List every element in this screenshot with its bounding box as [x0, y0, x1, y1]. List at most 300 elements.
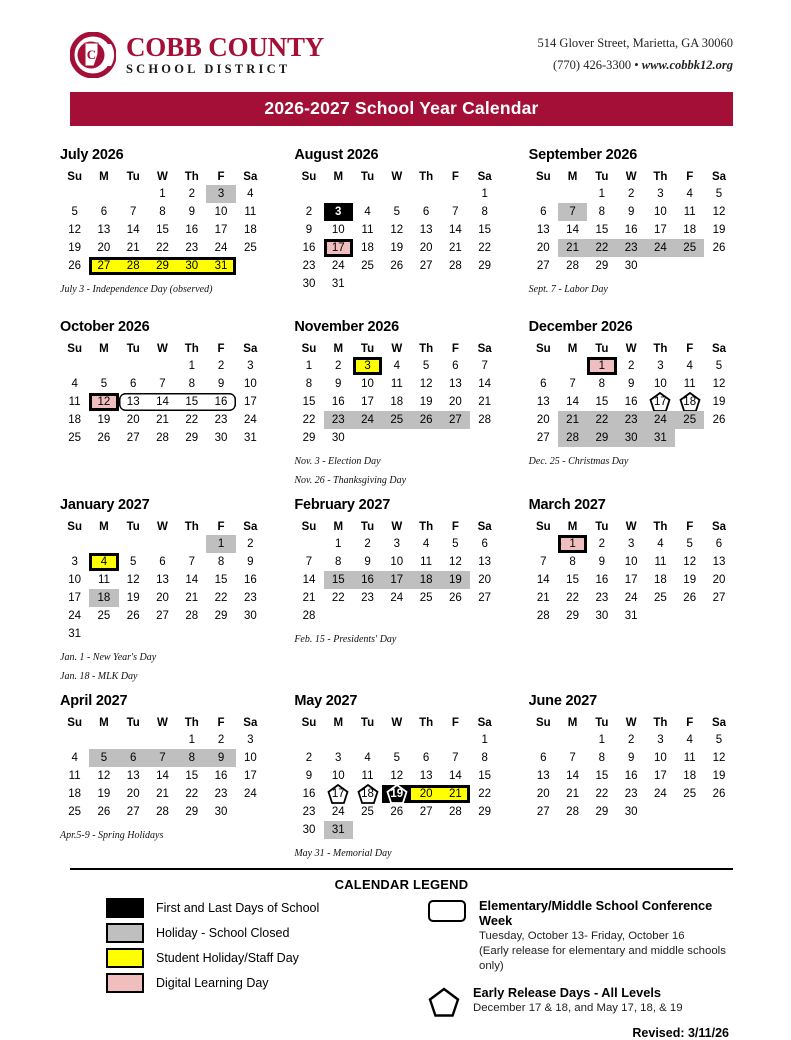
day-cell[interactable]	[587, 393, 616, 411]
day-cell[interactable]	[89, 553, 118, 571]
day-cell[interactable]	[60, 375, 89, 393]
day-cell[interactable]	[353, 411, 382, 429]
day-cell[interactable]	[324, 203, 353, 221]
day-cell[interactable]	[324, 239, 353, 257]
day-cell[interactable]	[60, 411, 89, 429]
day-cell[interactable]	[704, 589, 733, 607]
day-cell[interactable]	[646, 749, 675, 767]
day-cell[interactable]	[177, 767, 206, 785]
day-cell[interactable]	[529, 571, 558, 589]
day-cell[interactable]	[236, 767, 265, 785]
day-cell[interactable]	[617, 749, 646, 767]
day-cell[interactable]	[236, 221, 265, 239]
day-cell[interactable]	[617, 429, 646, 447]
day-cell[interactable]	[353, 553, 382, 571]
day-cell[interactable]	[470, 257, 499, 275]
day-cell[interactable]	[294, 749, 323, 767]
day-cell[interactable]	[382, 535, 411, 553]
day-cell[interactable]	[529, 429, 558, 447]
day-cell[interactable]	[704, 767, 733, 785]
day-cell[interactable]	[294, 221, 323, 239]
day-cell[interactable]	[382, 589, 411, 607]
day-cell[interactable]	[206, 589, 235, 607]
day-cell[interactable]	[60, 203, 89, 221]
day-cell[interactable]	[177, 749, 206, 767]
day-cell[interactable]	[704, 553, 733, 571]
day-cell[interactable]	[89, 749, 118, 767]
day-cell[interactable]	[587, 607, 616, 625]
day-cell[interactable]	[529, 393, 558, 411]
day-cell[interactable]	[236, 749, 265, 767]
day-cell[interactable]	[294, 607, 323, 625]
day-cell[interactable]	[177, 239, 206, 257]
day-cell[interactable]	[60, 589, 89, 607]
day-cell[interactable]	[206, 203, 235, 221]
day-cell[interactable]	[294, 203, 323, 221]
day-cell[interactable]	[646, 429, 675, 447]
day-cell[interactable]	[617, 803, 646, 821]
day-cell[interactable]	[294, 393, 323, 411]
day-cell[interactable]	[704, 749, 733, 767]
day-cell[interactable]	[177, 607, 206, 625]
day-cell[interactable]	[177, 589, 206, 607]
day-cell[interactable]	[704, 411, 733, 429]
day-cell[interactable]	[558, 257, 587, 275]
day-cell[interactable]	[587, 411, 616, 429]
day-cell[interactable]	[206, 535, 235, 553]
day-cell[interactable]	[470, 785, 499, 803]
day-cell[interactable]	[587, 375, 616, 393]
day-cell[interactable]	[558, 749, 587, 767]
day-cell[interactable]	[675, 221, 704, 239]
day-cell[interactable]	[382, 257, 411, 275]
day-cell[interactable]	[236, 357, 265, 375]
day-cell[interactable]	[60, 429, 89, 447]
day-cell[interactable]	[587, 357, 616, 375]
day-cell[interactable]	[411, 221, 440, 239]
day-cell[interactable]	[324, 749, 353, 767]
day-cell[interactable]	[411, 393, 440, 411]
day-cell[interactable]	[411, 203, 440, 221]
day-cell[interactable]	[704, 571, 733, 589]
day-cell[interactable]	[206, 749, 235, 767]
day-cell[interactable]	[89, 429, 118, 447]
day-cell[interactable]	[558, 785, 587, 803]
day-cell[interactable]	[206, 185, 235, 203]
day-cell[interactable]	[529, 239, 558, 257]
day-cell[interactable]	[646, 767, 675, 785]
day-cell[interactable]	[441, 411, 470, 429]
day-cell[interactable]	[382, 411, 411, 429]
day-cell[interactable]	[675, 357, 704, 375]
day-cell[interactable]	[529, 375, 558, 393]
day-cell[interactable]	[353, 803, 382, 821]
day-cell[interactable]	[441, 803, 470, 821]
day-cell[interactable]	[587, 535, 616, 553]
day-cell[interactable]	[529, 203, 558, 221]
day-cell[interactable]	[119, 571, 148, 589]
day-cell[interactable]	[646, 785, 675, 803]
day-cell[interactable]	[617, 589, 646, 607]
day-cell[interactable]	[119, 785, 148, 803]
day-cell[interactable]	[411, 553, 440, 571]
day-cell[interactable]	[382, 785, 411, 803]
day-cell[interactable]	[470, 221, 499, 239]
day-cell[interactable]	[704, 221, 733, 239]
day-cell[interactable]	[470, 411, 499, 429]
day-cell[interactable]	[646, 535, 675, 553]
day-cell[interactable]	[441, 785, 470, 803]
day-cell[interactable]	[206, 357, 235, 375]
day-cell[interactable]	[294, 821, 323, 839]
day-cell[interactable]	[236, 785, 265, 803]
day-cell[interactable]	[353, 257, 382, 275]
day-cell[interactable]	[89, 411, 118, 429]
day-cell[interactable]	[558, 535, 587, 553]
day-cell[interactable]	[704, 239, 733, 257]
day-cell[interactable]	[617, 553, 646, 571]
day-cell[interactable]	[60, 803, 89, 821]
day-cell[interactable]	[587, 767, 616, 785]
day-cell[interactable]	[382, 571, 411, 589]
day-cell[interactable]	[294, 411, 323, 429]
day-cell[interactable]	[177, 203, 206, 221]
day-cell[interactable]	[617, 221, 646, 239]
day-cell[interactable]	[353, 749, 382, 767]
day-cell[interactable]	[675, 239, 704, 257]
day-cell[interactable]	[529, 257, 558, 275]
day-cell[interactable]	[89, 393, 118, 411]
day-cell[interactable]	[587, 749, 616, 767]
day-cell[interactable]	[148, 221, 177, 239]
day-cell[interactable]	[411, 589, 440, 607]
day-cell[interactable]	[411, 749, 440, 767]
day-cell[interactable]	[148, 393, 177, 411]
day-cell[interactable]	[675, 589, 704, 607]
day-cell[interactable]	[646, 571, 675, 589]
day-cell[interactable]	[470, 731, 499, 749]
day-cell[interactable]	[148, 553, 177, 571]
day-cell[interactable]	[294, 239, 323, 257]
day-cell[interactable]	[675, 393, 704, 411]
day-cell[interactable]	[206, 553, 235, 571]
day-cell[interactable]	[382, 553, 411, 571]
day-cell[interactable]	[324, 275, 353, 293]
day-cell[interactable]	[441, 203, 470, 221]
day-cell[interactable]	[353, 221, 382, 239]
day-cell[interactable]	[236, 185, 265, 203]
day-cell[interactable]	[617, 257, 646, 275]
day-cell[interactable]	[382, 803, 411, 821]
day-cell[interactable]	[558, 221, 587, 239]
day-cell[interactable]	[675, 731, 704, 749]
day-cell[interactable]	[675, 375, 704, 393]
day-cell[interactable]	[119, 767, 148, 785]
day-cell[interactable]	[206, 257, 235, 275]
day-cell[interactable]	[675, 185, 704, 203]
day-cell[interactable]	[470, 553, 499, 571]
day-cell[interactable]	[617, 375, 646, 393]
day-cell[interactable]	[617, 571, 646, 589]
day-cell[interactable]	[324, 429, 353, 447]
day-cell[interactable]	[675, 535, 704, 553]
day-cell[interactable]	[148, 749, 177, 767]
day-cell[interactable]	[411, 767, 440, 785]
day-cell[interactable]	[441, 589, 470, 607]
day-cell[interactable]	[60, 393, 89, 411]
day-cell[interactable]	[470, 375, 499, 393]
day-cell[interactable]	[353, 535, 382, 553]
day-cell[interactable]	[382, 749, 411, 767]
day-cell[interactable]	[617, 239, 646, 257]
day-cell[interactable]	[411, 375, 440, 393]
day-cell[interactable]	[206, 803, 235, 821]
day-cell[interactable]	[324, 375, 353, 393]
day-cell[interactable]	[324, 221, 353, 239]
day-cell[interactable]	[294, 553, 323, 571]
day-cell[interactable]	[411, 803, 440, 821]
day-cell[interactable]	[236, 571, 265, 589]
day-cell[interactable]	[119, 257, 148, 275]
day-cell[interactable]	[177, 257, 206, 275]
day-cell[interactable]	[470, 767, 499, 785]
day-cell[interactable]	[294, 803, 323, 821]
website-link[interactable]: www.cobbk12.org	[641, 58, 733, 72]
day-cell[interactable]	[89, 571, 118, 589]
day-cell[interactable]	[617, 731, 646, 749]
day-cell[interactable]	[177, 221, 206, 239]
day-cell[interactable]	[441, 535, 470, 553]
day-cell[interactable]	[587, 571, 616, 589]
day-cell[interactable]	[646, 239, 675, 257]
day-cell[interactable]	[558, 203, 587, 221]
day-cell[interactable]	[558, 239, 587, 257]
day-cell[interactable]	[60, 571, 89, 589]
day-cell[interactable]	[206, 393, 235, 411]
day-cell[interactable]	[148, 607, 177, 625]
day-cell[interactable]	[148, 803, 177, 821]
day-cell[interactable]	[294, 357, 323, 375]
day-cell[interactable]	[353, 589, 382, 607]
day-cell[interactable]	[60, 767, 89, 785]
day-cell[interactable]	[60, 257, 89, 275]
day-cell[interactable]	[119, 203, 148, 221]
day-cell[interactable]	[236, 553, 265, 571]
day-cell[interactable]	[558, 767, 587, 785]
day-cell[interactable]	[236, 375, 265, 393]
day-cell[interactable]	[529, 411, 558, 429]
day-cell[interactable]	[587, 221, 616, 239]
day-cell[interactable]	[587, 185, 616, 203]
day-cell[interactable]	[675, 785, 704, 803]
day-cell[interactable]	[441, 393, 470, 411]
day-cell[interactable]	[119, 749, 148, 767]
day-cell[interactable]	[382, 357, 411, 375]
day-cell[interactable]	[119, 607, 148, 625]
day-cell[interactable]	[587, 257, 616, 275]
day-cell[interactable]	[177, 375, 206, 393]
day-cell[interactable]	[206, 221, 235, 239]
day-cell[interactable]	[236, 411, 265, 429]
day-cell[interactable]	[675, 411, 704, 429]
day-cell[interactable]	[382, 239, 411, 257]
day-cell[interactable]	[148, 375, 177, 393]
day-cell[interactable]	[704, 357, 733, 375]
day-cell[interactable]	[441, 357, 470, 375]
day-cell[interactable]	[324, 411, 353, 429]
day-cell[interactable]	[558, 589, 587, 607]
day-cell[interactable]	[236, 607, 265, 625]
day-cell[interactable]	[704, 535, 733, 553]
day-cell[interactable]	[411, 239, 440, 257]
day-cell[interactable]	[411, 535, 440, 553]
day-cell[interactable]	[470, 535, 499, 553]
day-cell[interactable]	[89, 375, 118, 393]
day-cell[interactable]	[177, 571, 206, 589]
day-cell[interactable]	[617, 535, 646, 553]
day-cell[interactable]	[177, 357, 206, 375]
day-cell[interactable]	[324, 803, 353, 821]
day-cell[interactable]	[148, 429, 177, 447]
day-cell[interactable]	[294, 571, 323, 589]
day-cell[interactable]	[177, 393, 206, 411]
day-cell[interactable]	[294, 275, 323, 293]
day-cell[interactable]	[60, 553, 89, 571]
day-cell[interactable]	[177, 803, 206, 821]
day-cell[interactable]	[324, 589, 353, 607]
day-cell[interactable]	[617, 411, 646, 429]
day-cell[interactable]	[177, 185, 206, 203]
day-cell[interactable]	[89, 239, 118, 257]
day-cell[interactable]	[529, 785, 558, 803]
day-cell[interactable]	[617, 607, 646, 625]
day-cell[interactable]	[119, 239, 148, 257]
day-cell[interactable]	[558, 429, 587, 447]
day-cell[interactable]	[119, 553, 148, 571]
day-cell[interactable]	[470, 239, 499, 257]
day-cell[interactable]	[646, 357, 675, 375]
day-cell[interactable]	[206, 429, 235, 447]
day-cell[interactable]	[89, 589, 118, 607]
day-cell[interactable]	[529, 803, 558, 821]
day-cell[interactable]	[617, 393, 646, 411]
day-cell[interactable]	[441, 375, 470, 393]
day-cell[interactable]	[324, 821, 353, 839]
day-cell[interactable]	[60, 625, 89, 643]
day-cell[interactable]	[470, 357, 499, 375]
day-cell[interactable]	[324, 785, 353, 803]
day-cell[interactable]	[148, 239, 177, 257]
day-cell[interactable]	[529, 767, 558, 785]
day-cell[interactable]	[587, 731, 616, 749]
day-cell[interactable]	[177, 553, 206, 571]
day-cell[interactable]	[529, 589, 558, 607]
day-cell[interactable]	[675, 749, 704, 767]
day-cell[interactable]	[294, 589, 323, 607]
day-cell[interactable]	[617, 767, 646, 785]
day-cell[interactable]	[704, 785, 733, 803]
day-cell[interactable]	[148, 411, 177, 429]
day-cell[interactable]	[587, 589, 616, 607]
day-cell[interactable]	[177, 731, 206, 749]
day-cell[interactable]	[411, 411, 440, 429]
day-cell[interactable]	[89, 785, 118, 803]
day-cell[interactable]	[704, 375, 733, 393]
day-cell[interactable]	[441, 257, 470, 275]
day-cell[interactable]	[675, 571, 704, 589]
day-cell[interactable]	[294, 785, 323, 803]
day-cell[interactable]	[411, 785, 440, 803]
day-cell[interactable]	[119, 589, 148, 607]
day-cell[interactable]	[646, 393, 675, 411]
day-cell[interactable]	[119, 429, 148, 447]
day-cell[interactable]	[294, 375, 323, 393]
day-cell[interactable]	[382, 203, 411, 221]
day-cell[interactable]	[89, 203, 118, 221]
day-cell[interactable]	[587, 785, 616, 803]
day-cell[interactable]	[294, 257, 323, 275]
day-cell[interactable]	[470, 185, 499, 203]
day-cell[interactable]	[646, 553, 675, 571]
day-cell[interactable]	[236, 239, 265, 257]
day-cell[interactable]	[119, 375, 148, 393]
day-cell[interactable]	[206, 607, 235, 625]
day-cell[interactable]	[441, 221, 470, 239]
day-cell[interactable]	[704, 731, 733, 749]
day-cell[interactable]	[89, 803, 118, 821]
day-cell[interactable]	[148, 571, 177, 589]
day-cell[interactable]	[558, 393, 587, 411]
day-cell[interactable]	[206, 411, 235, 429]
day-cell[interactable]	[60, 221, 89, 239]
day-cell[interactable]	[324, 393, 353, 411]
day-cell[interactable]	[353, 203, 382, 221]
day-cell[interactable]	[206, 239, 235, 257]
day-cell[interactable]	[617, 203, 646, 221]
day-cell[interactable]	[470, 203, 499, 221]
day-cell[interactable]	[382, 393, 411, 411]
day-cell[interactable]	[353, 767, 382, 785]
day-cell[interactable]	[617, 785, 646, 803]
day-cell[interactable]	[411, 571, 440, 589]
day-cell[interactable]	[441, 767, 470, 785]
day-cell[interactable]	[206, 767, 235, 785]
day-cell[interactable]	[529, 749, 558, 767]
day-cell[interactable]	[206, 571, 235, 589]
day-cell[interactable]	[587, 429, 616, 447]
day-cell[interactable]	[60, 749, 89, 767]
day-cell[interactable]	[324, 357, 353, 375]
day-cell[interactable]	[558, 553, 587, 571]
day-cell[interactable]	[324, 571, 353, 589]
day-cell[interactable]	[236, 589, 265, 607]
day-cell[interactable]	[177, 429, 206, 447]
day-cell[interactable]	[558, 375, 587, 393]
day-cell[interactable]	[646, 185, 675, 203]
day-cell[interactable]	[411, 357, 440, 375]
day-cell[interactable]	[441, 553, 470, 571]
day-cell[interactable]	[382, 375, 411, 393]
day-cell[interactable]	[646, 375, 675, 393]
day-cell[interactable]	[558, 803, 587, 821]
day-cell[interactable]	[441, 239, 470, 257]
day-cell[interactable]	[470, 571, 499, 589]
day-cell[interactable]	[558, 571, 587, 589]
day-cell[interactable]	[470, 803, 499, 821]
day-cell[interactable]	[294, 429, 323, 447]
day-cell[interactable]	[294, 767, 323, 785]
day-cell[interactable]	[148, 185, 177, 203]
